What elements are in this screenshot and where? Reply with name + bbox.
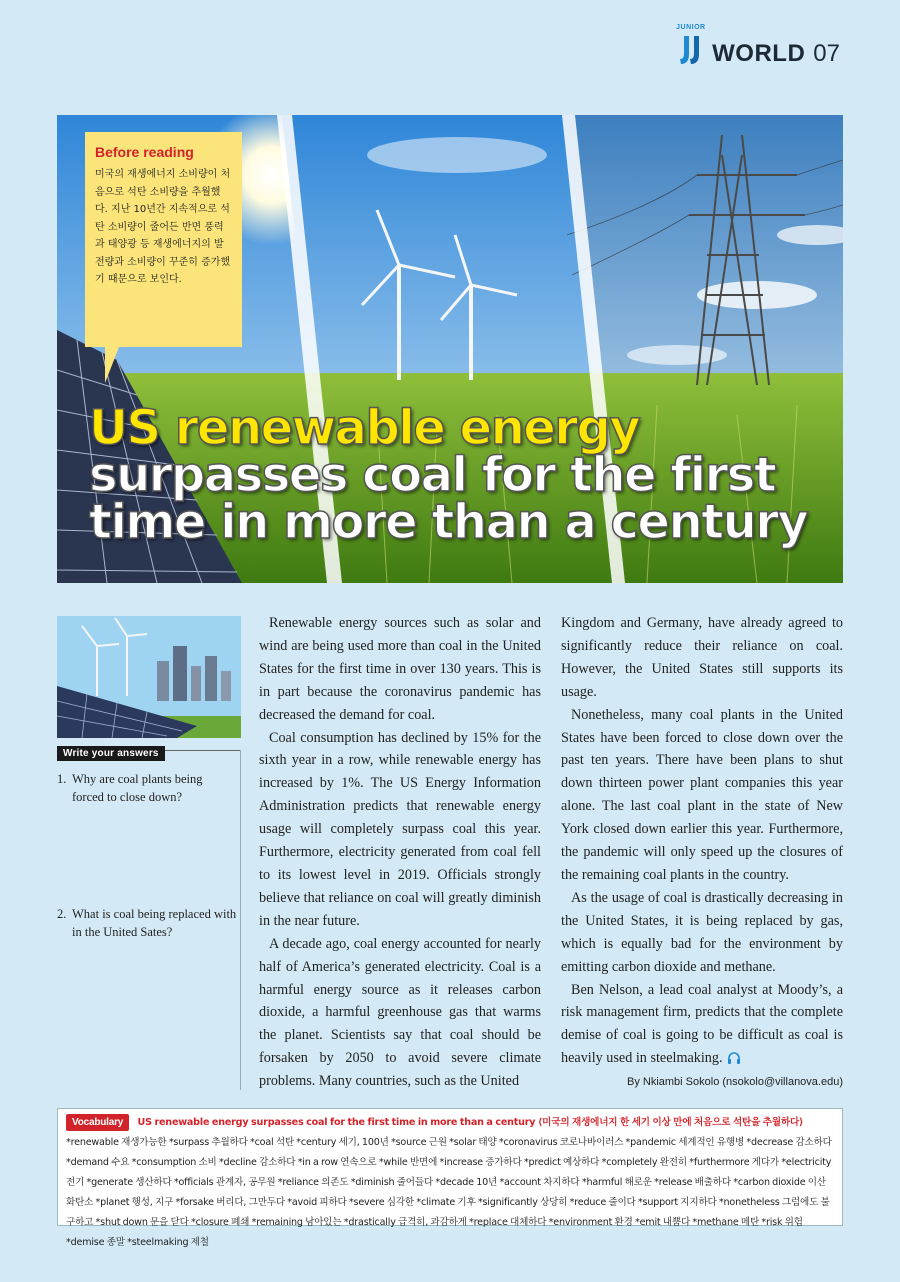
article-paragraph-continued: Kingdom and Germany, have already agreed to significantly reduce their reliance on coal. However, the United States still supports its usage. xyxy=(561,615,843,700)
logo-j-icon xyxy=(678,34,702,66)
article-column-1 xyxy=(259,612,541,1093)
question-text: Why are coal plants being forced to close down? xyxy=(72,772,203,804)
junior-logo xyxy=(676,24,706,68)
article-paragraph: Renewable energy sources such as solar and wind are being used more than coal in the United States for the first time in over 130 years. This is in part because the coronavirus pandemic has decreased the demand for coal. xyxy=(259,615,541,723)
article-paragraph: Nonetheless, many coal plants in the United States have been forced to close down over the past ten years. There have been plans to shut down thirteen power plant companies this year alone. The last coal plant in the state of New York closed down earlier this year. Furthermore, the pandemic will only speed up the closures of the remaining coal plants in the country. xyxy=(561,706,843,883)
before-reading-title: Before reading xyxy=(95,144,194,160)
article-column-2 xyxy=(561,612,843,1070)
before-reading-note xyxy=(85,132,242,347)
question-number: 1. xyxy=(57,772,67,786)
solar-city-photo xyxy=(57,616,241,738)
vocabulary-label: Vocabulary xyxy=(66,1114,129,1131)
page-number: 07 xyxy=(813,40,840,67)
article-paragraph-text: Ben Nelson, a lead coal analyst at Moody’s, a risk management firm, predicts that the complete demise of coal is going to be difficult as coal is heavily used in steelmaking. xyxy=(561,981,843,1067)
solar-city-illustration xyxy=(57,616,241,738)
article-paragraph-last xyxy=(561,979,843,1071)
headphones-icon[interactable] xyxy=(727,1052,741,1064)
vocabulary-box xyxy=(57,1108,843,1248)
article-headline xyxy=(89,400,829,550)
page-header xyxy=(676,24,840,68)
side-column-divider xyxy=(240,750,241,1090)
write-answers-label: Write your answers xyxy=(57,746,165,761)
section-title: WORLD xyxy=(712,40,806,67)
question-2 xyxy=(57,905,237,941)
headline-line-3: time in more than a century xyxy=(89,494,808,550)
article-byline: By Nkiambi Sokolo (nsokolo@villanova.edu) xyxy=(627,1076,843,1088)
article-paragraph: As the usage of coal is drastically decreasing in the United States, it is being replaced by gas, which is equally bad for the environment by emitting carbon dioxide and methane. xyxy=(561,889,843,975)
hero-image xyxy=(57,115,843,583)
article-paragraph: Coal consumption has declined by 15% for the sixth year in a row, while renewable energy has increased by 1%. The US Energy Information Administration predicts that renewable energy usage will completely surpass coal this year. Furthermore, electricity generated from coal fell to its lowest level in 2019. Officials strongly believe that reliance on coal will greatly diminish in the near future. xyxy=(259,729,541,929)
vocabulary-title: US renewable energy surpasses coal for the first time in more than a century ⟨미국의 재생에너지 한 세기 이상 만에 처음으로 석탄을 추월하다⟩ xyxy=(137,1117,804,1128)
question-1 xyxy=(57,770,237,806)
question-text: What is coal being replaced with in the United Sates? xyxy=(72,907,237,939)
vocabulary-list: *renewable 재생가능한 *surpass 추월하다 *coal 석탄 *century 세기, 100년 *source 근원 *solar 태양 *coronavirus 코로나바이러스 *pandemic 세계적인 유행병 *decrease 감소하다 *demand 수요 *consumption 소비 *decline 감소하다 *in a row 연속으로 *while 반면에 *increase 증가하다 *predict 예상하다 *completely 완전히 *furthermore 게다가 *electricity 전기 *generate 생산하다 *officials 관계자, 공무원 *reliance 의존도 *diminish 줄어들다 *decade 10년 *account 차지하다 *harmful 해로운 *release 배출하다 *carbon dioxide 이산화탄소 *planet 행성, 지구 *forsake 버리다, 그만두다 *avoid 피하다 *severe 심각한 *climate 기후 *significantly 상당히 *reduce 줄이다 *support 지지하다 *nonetheless 그럼에도 불구하고 *shut down 문을 닫다 *closure 폐쇄 *remaining 남아있는 *drastically 급격히, 과감하게 *replace 대체하다 *environment 환경 *emit 내뿜다 *methane 메탄 *risk 위험 *demise 종말 *steelmaking 제철 xyxy=(66,1137,832,1248)
logo-junior-text: JUNIOR xyxy=(676,24,706,31)
before-reading-text: 미국의 재생에너지 소비량이 처음으로 석탄 소비량을 추월했다. 지난 10년간 지속적으로 석탄 소비량이 줄어든 반면 풍력과 태양광 등 재생에너지의 발전량과 소비량이 꾸준히 증가했기 때문으로 보인다. xyxy=(95,169,231,285)
question-number: 2. xyxy=(57,907,67,921)
article-paragraph: A decade ago, coal energy accounted for nearly half of America’s generated electricity. Coal is a harmful energy source as it releases carbon dioxide, a harmful greenhouse gas that warms the planet. Scientists say that coal should be forsaken by 2050 to avoid severe climate problems. Many countries, such as the United xyxy=(259,935,541,1090)
headline-line-2: surpasses coal for the first xyxy=(89,447,776,503)
headline-line-1: US renewable energy xyxy=(89,400,640,456)
